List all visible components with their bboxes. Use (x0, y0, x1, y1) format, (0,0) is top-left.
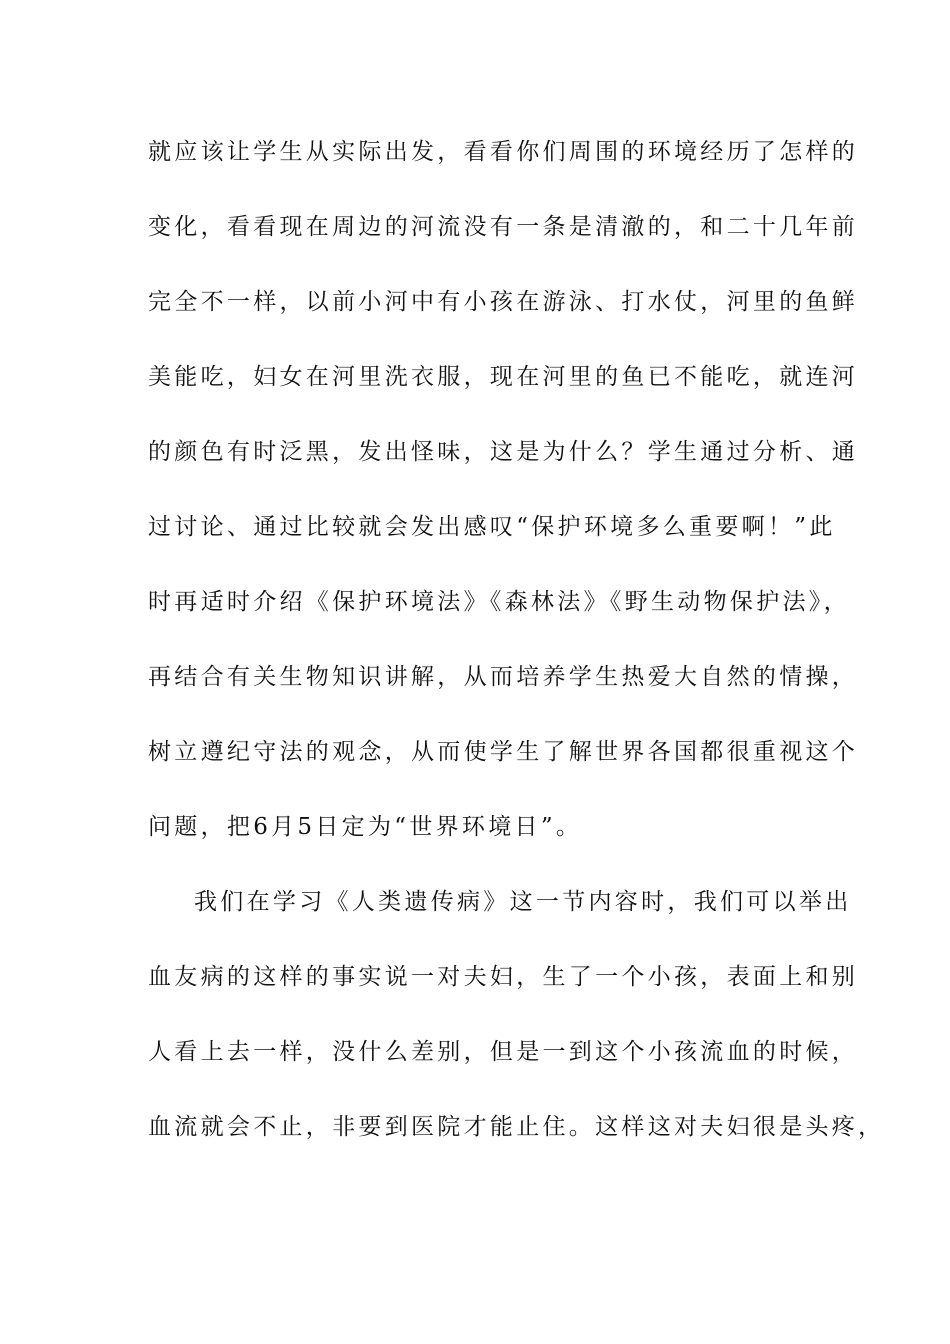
text-line: 的颜色有时泛黑，发出怪味，这是为什么？学生通过分析、通 (148, 439, 859, 465)
text-line: 人看上去一样，没什么差别，但是一到这个小孩流血的时候， (148, 1039, 859, 1065)
text-line: 完全不一样，以前小河中有小孩在游泳、打水仗，河里的鱼鲜 (148, 289, 859, 315)
text-line: 就应该让学生从实际出发，看看你们周围的环境经历了怎样的 (148, 139, 859, 165)
text-line: 变化，看看现在周边的河流没有一条是清澈的，和二十几年前 (148, 214, 859, 240)
text-line: 问题，把6月5日定为“世界环境日”。 (148, 814, 583, 840)
text-line-indented: 我们在学习《人类遗传病》这一节内容时，我们可以举出 (194, 889, 852, 915)
text-line: 血流就会不止，非要到医院才能止住。这样这对夫妇很是头疼， (148, 1114, 885, 1140)
text-line: 树立遵纪守法的观念，从而使学生了解世界各国都很重视这个 (148, 739, 859, 765)
text-line: 再结合有关生物知识讲解，从而培养学生热爱大自然的情操， (148, 664, 859, 690)
text-line: 美能吃，妇女在河里洗衣服，现在河里的鱼已不能吃，就连河 (148, 364, 859, 390)
text-line: 时再适时介绍《保护环境法》《森林法》《野生动物保护法》， (148, 589, 850, 615)
text-line: 过讨论、通过比较就会发出感叹“保护环境多么重要啊！”此 (148, 514, 836, 540)
text-line: 血友病的这样的事实说一对夫妇，生了一个小孩，表面上和别 (148, 964, 859, 990)
